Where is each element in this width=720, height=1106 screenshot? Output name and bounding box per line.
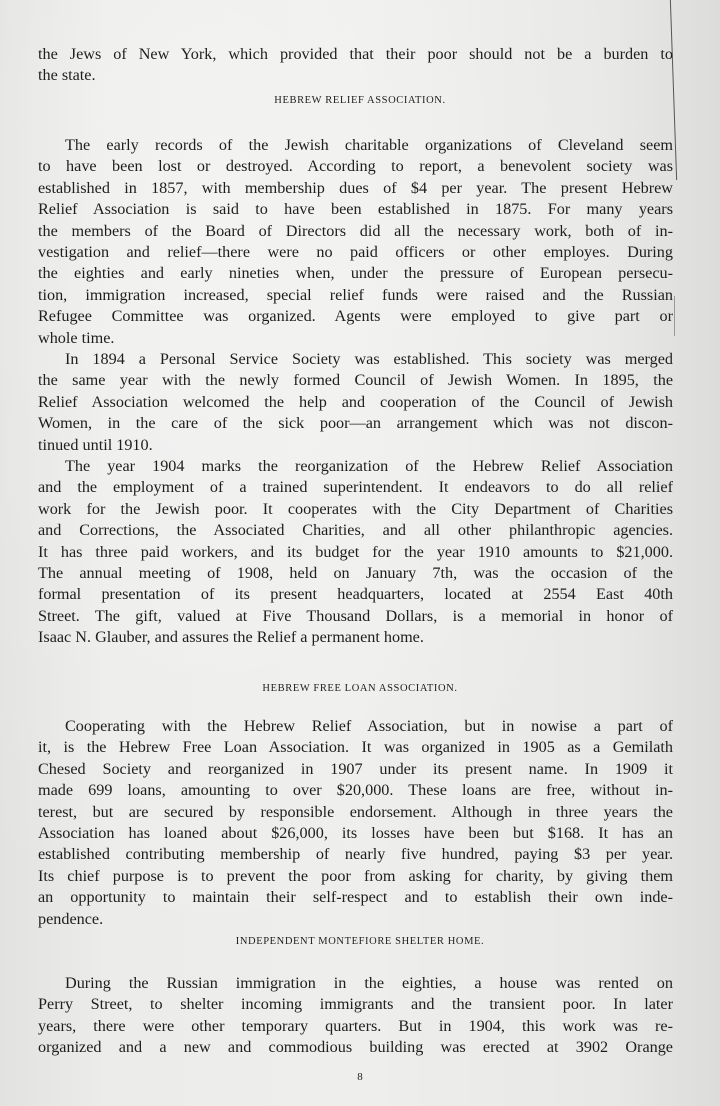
text-line: whole time. bbox=[38, 328, 115, 347]
text-line: Cooperating with the Hebrew Relief Association, but in nowise a part of bbox=[65, 717, 673, 735]
text-line: Relief Association welcomed the help and cooperation of the Council of Jewish bbox=[38, 392, 673, 411]
text-line: tion, immigration increased, special relief funds were raised and the Russian bbox=[38, 285, 673, 304]
section-heading-hebrew-relief: HEBREW RELIEF ASSOCIATION. bbox=[274, 95, 446, 106]
text-line: The early records of the Jewish charitable organizations of Cleveland seem bbox=[65, 136, 673, 154]
paragraph-free-loan bbox=[38, 716, 673, 930]
paragraph-reorganization bbox=[38, 456, 673, 649]
paragraph-relief-history bbox=[38, 135, 673, 349]
text-line: In 1894 a Personal Service Society was established. This society was merged bbox=[65, 350, 673, 368]
text-line: formal presentation of its present headquarters, located at 2554 East 40th bbox=[38, 585, 673, 604]
text-line: an opportunity to maintain their self-respect and to establish their own inde- bbox=[38, 888, 673, 907]
text-line: Street. The gift, valued at Five Thousand Dollars, is a memorial in honor of bbox=[38, 606, 673, 625]
text-line: vestigation and relief—there were no paid officers or other employes. During bbox=[38, 243, 673, 262]
text-line: Its chief purpose is to prevent the poor from asking for charity, by giving them bbox=[38, 866, 673, 885]
text-line: terest, but are secured by responsible endorsement. Although in three years the bbox=[38, 802, 673, 821]
text-line: the same year with the newly formed Council of Jewish Women. In 1895, the bbox=[38, 371, 673, 390]
text-line: the eighties and early nineties when, under the pressure of European persecu- bbox=[38, 264, 673, 283]
text-line: and the employment of a trained superintendent. It endeavors to do all relief bbox=[38, 478, 673, 497]
text-line: tinued until 1910. bbox=[38, 435, 153, 454]
paragraph-montefiore bbox=[38, 973, 673, 1059]
text-line: organized and a new and commodious building was erected at 3902 Orange bbox=[38, 1038, 673, 1057]
text-line: Perry Street, to shelter incoming immigrants and the transient poor. In later bbox=[38, 995, 673, 1014]
text-line: work for the Jewish poor. It cooperates with the City Department of Charities bbox=[38, 499, 673, 518]
text-line: the Jews of New York, which provided that their poor should not be a burden to bbox=[38, 45, 673, 63]
text-line: Refugee Committee was organized. Agents were employed to give part or bbox=[38, 307, 673, 326]
text-line: The annual meeting of 1908, held on January 7th, was the occasion of the bbox=[38, 564, 673, 583]
text-line: Chesed Society and reorganized in 1907 under its present name. In 1909 it bbox=[38, 759, 673, 778]
text-line: made 699 loans, amounting to over $20,000. These loans are free, without in- bbox=[38, 781, 673, 800]
text-line: It has three paid workers, and its budget for the year 1910 amounts to $21,000. bbox=[38, 542, 673, 561]
text-line: the members of the Board of Directors did all the necessary work, both of in- bbox=[38, 221, 673, 240]
text-line: Isaac N. Glauber, and assures the Relief a permanent home. bbox=[38, 628, 424, 647]
text-line: established contributing membership of nearly five hundred, paying $3 per year. bbox=[38, 845, 673, 864]
continuation-paragraph bbox=[38, 44, 673, 87]
text-line: Relief Association is said to have been established in 1875. For many years bbox=[38, 200, 673, 219]
section-heading-montefiore: INDEPENDENT MONTEFIORE SHELTER HOME. bbox=[235, 936, 485, 947]
text-line: Association has loaned about $26,000, its losses have been but $168. It has an bbox=[38, 824, 673, 843]
text-line: the state. bbox=[38, 66, 96, 85]
text-line: pendence. bbox=[38, 909, 104, 928]
text-line: it, is the Hebrew Free Loan Association. It was organized in 1905 as a Gemilath bbox=[38, 738, 673, 757]
paragraph-personal-service bbox=[38, 349, 673, 456]
text-line: established in 1857, with membership dues of $4 per year. The present Hebrew bbox=[38, 178, 673, 197]
text-line: to have been lost or destroyed. According to report, a benevolent society was bbox=[38, 157, 673, 176]
page-edge-shadow-lower bbox=[674, 296, 675, 336]
text-line: The year 1904 marks the reorganization of the Hebrew Relief Association bbox=[65, 457, 673, 475]
page-number: 8 bbox=[357, 1071, 363, 1083]
text-line: Women, in the care of the sick poor—an arrangement which was not discon- bbox=[38, 414, 673, 433]
text-line: During the Russian immigration in the eighties, a house was rented on bbox=[65, 974, 673, 992]
text-line: years, there were other temporary quarters. But in 1904, this work was re- bbox=[38, 1016, 673, 1035]
section-heading-free-loan: HEBREW FREE LOAN ASSOCIATION. bbox=[262, 683, 458, 694]
text-line: and Corrections, the Associated Charities, and all other philanthropic agencies. bbox=[38, 521, 673, 540]
